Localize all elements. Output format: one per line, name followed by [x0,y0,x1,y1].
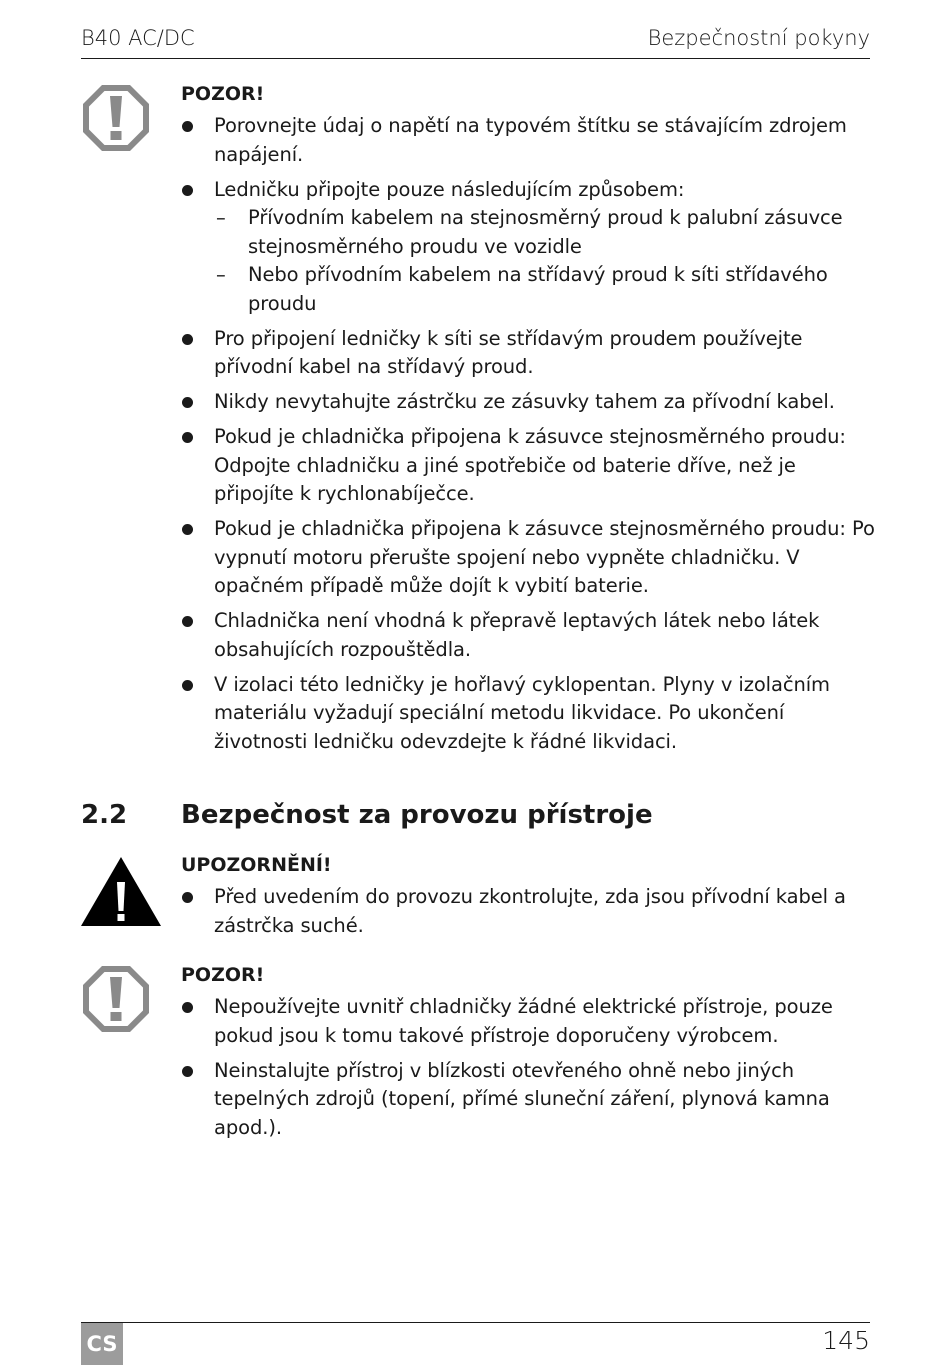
page-number: 145 [822,1326,870,1355]
header-section: Bezpečnostní pokyny [647,26,870,50]
caution-block-1 [181,82,876,763]
list-item: Pro připojení ledničky k síti se střídavým proudem používejte přívodní kabel na střídavý proud. [181,325,876,382]
page-header [81,26,870,59]
list-item: Chladnička není vhodná k přepravě leptavých látek nebo látek obsahujících rozpouštědla. [181,607,876,664]
caution-title: POZOR! [181,964,265,986]
sub-list-item: – Přívodním kabelem na stejnosměrný proud k palubní zásuvce stejnosměrného proudu ve vozidle [214,204,876,261]
list-item-text: Ledničku připojte pouze následujícím způsobem: [214,177,685,201]
bullet-list [181,993,876,1142]
header-model: B40 AC/DC [81,26,195,50]
sub-list [214,204,876,318]
warning-title: UPOZORNĚNÍ! [181,854,332,876]
warning-block [181,853,876,947]
list-item: Porovnejte údaj o napětí na typovém štítku se stávajícím zdrojem napájení. [181,112,876,169]
bullet-list [181,883,876,940]
section-title: Bezpečnost za provozu přístroje [181,800,653,830]
list-item: Pokud je chladnička připojena k zásuvce stejnosměrného proudu: Odpojte chladničku a jiné spotřebiče od baterie dříve, než je připojíte k rychlonabíječce. [181,423,876,509]
section-number: 2.2 [81,800,128,830]
list-item: Před uvedením do provozu zkontrolujte, zda jsou přívodní kabel a zástrčka suché. [181,883,876,940]
list-item: Neinstalujte přístroj v blízkosti otevřeného ohně nebo jiných tepelných zdrojů (topení, přímé sluneční záření, plynová kamna apod.). [181,1057,876,1143]
stop-octagon-exclamation-icon [80,963,152,1035]
footer-divider [81,1322,870,1323]
bullet-list [181,112,876,756]
list-item: Nikdy nevytahujte zástrčku ze zásuvky tahem za přívodní kabel. [181,388,876,417]
list-item: V izolaci této ledničky je hořlavý cyklopentan. Plyny v izolačním materiálu vyžadují speciální metodu likvidace. Po ukončení životnosti ledničku odevzdejte k řádné likvidaci. [181,671,876,757]
list-item [181,176,876,319]
warning-triangle-icon [80,855,162,927]
caution-title: POZOR! [181,83,265,105]
sub-list-item: – Nebo přívodním kabelem na střídavý proud k síti střídavého proudu [214,261,876,318]
stop-octagon-exclamation-icon [80,82,152,154]
list-item: Pokud je chladnička připojena k zásuvce stejnosměrného proudu: Po vypnutí motoru přerušte spojení nebo vypněte chladničku. V opačném případě může dojít k vybití baterie. [181,515,876,601]
list-item: Nepoužívejte uvnitř chladničky žádné elektrické přístroje, pouze pokud jsou k tomu takové přístroje doporučeny výrobcem. [181,993,876,1050]
language-badge: CS [81,1323,123,1365]
caution-block-2 [181,963,876,1149]
